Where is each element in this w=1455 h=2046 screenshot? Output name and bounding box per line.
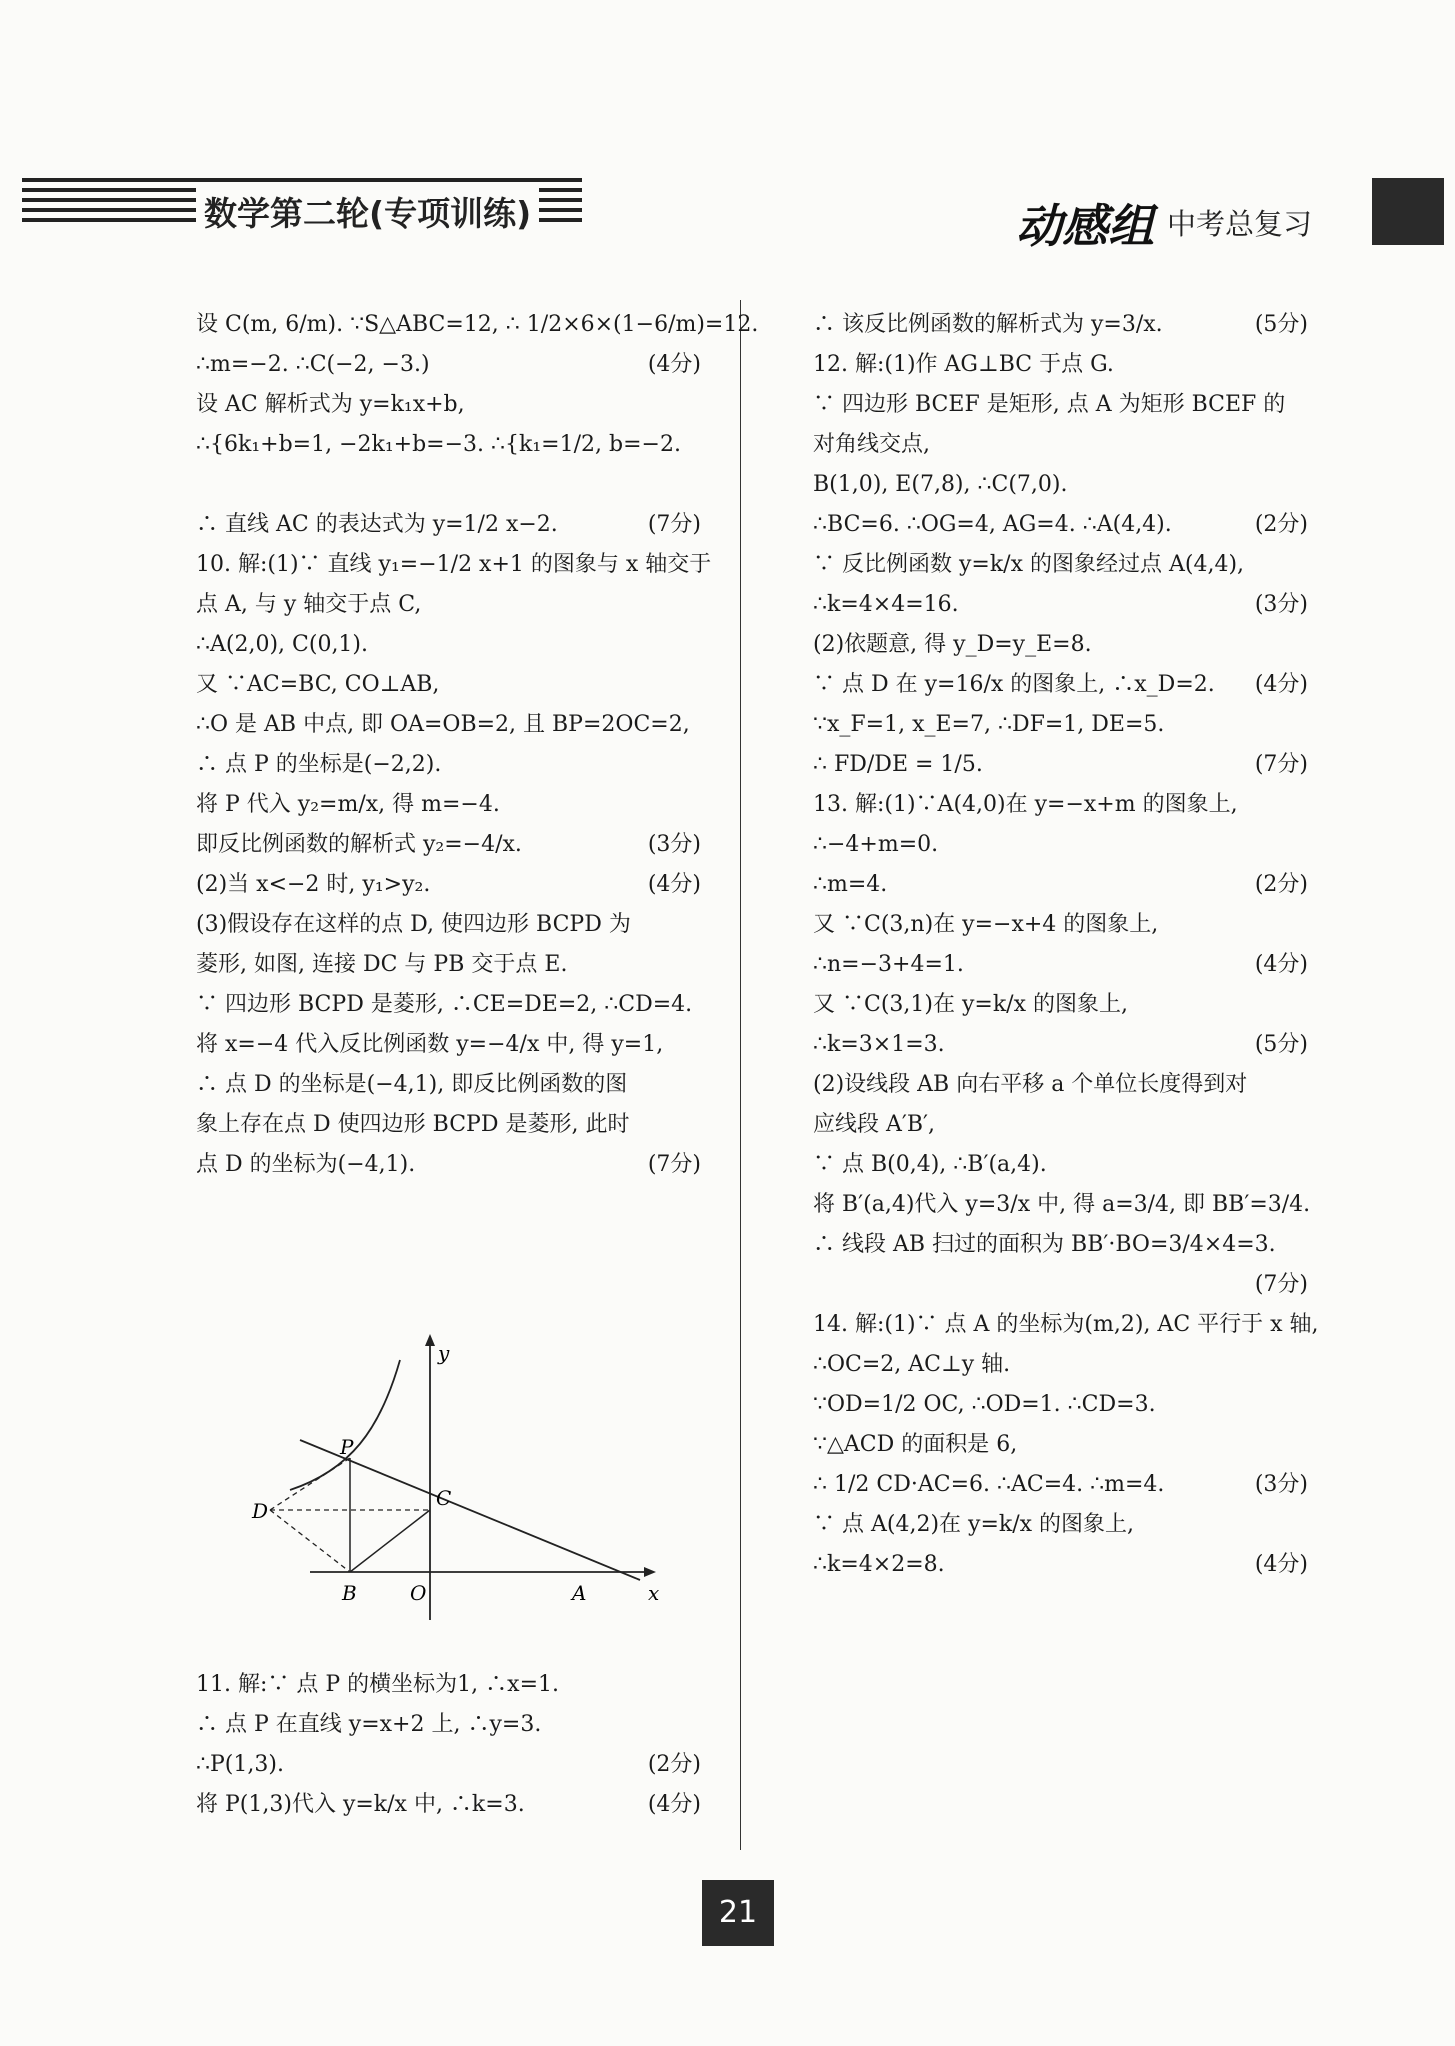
solution-text: ∴n=−3+4=1.: [813, 952, 964, 977]
solution-text: 又 ∵C(3,1)在 y=k/x 的图象上,: [813, 992, 1128, 1017]
solution-line: [196, 505, 701, 545]
solution-text: 10. 解:(1)∵ 直线 y₁=−1/2 x+1 的图象与 x 轴交于: [196, 552, 712, 577]
left-column: [196, 305, 759, 1185]
solution-text: 13. 解:(1)∵A(4,0)在 y=−x+m 的图象上,: [813, 792, 1238, 817]
solution-line: [196, 425, 701, 465]
solution-text: ∴k=4×4=16.: [813, 592, 959, 617]
column-divider: [740, 300, 741, 1850]
solution-line: [813, 945, 1308, 985]
segment-DP: [270, 1458, 350, 1510]
solution-line: [813, 385, 1308, 425]
segment-BC: [350, 1510, 430, 1572]
solution-text: B(1,0), E(7,8), ∴C(7,0).: [813, 472, 1068, 497]
solution-line: [196, 705, 701, 745]
solution-line: [196, 1025, 701, 1065]
solution-line: [196, 305, 759, 345]
label-D: D: [252, 1499, 269, 1523]
solution-line: [813, 825, 1308, 865]
score-label: (7分): [1254, 1272, 1308, 1297]
score-label: (4分): [1254, 672, 1308, 697]
solution-line: [196, 625, 701, 665]
solution-text: 又 ∵C(3,n)在 y=−x+4 的图象上,: [813, 912, 1159, 937]
solution-text: ∵ 四边形 BCEF 是矩形, 点 A 为矩形 BCEF 的: [813, 392, 1286, 417]
score-label: (5分): [1254, 1032, 1308, 1057]
page-number: 21: [702, 1880, 774, 1946]
solution-text: ∴ 点 P 的坐标是(−2,2).: [196, 752, 442, 777]
left-column-lower: [196, 1665, 701, 1825]
solution-line: [813, 665, 1308, 705]
solution-text: ∴A(2,0), C(0,1).: [196, 632, 369, 657]
solution-line: [196, 1665, 701, 1705]
solution-text: (2)设线段 AB 向右平移 a 个单位长度得到对: [813, 1072, 1248, 1097]
score-label: (5分): [1254, 312, 1308, 337]
score-label: (7分): [1254, 752, 1308, 777]
score-label: (2分): [1254, 512, 1308, 537]
solution-line: [813, 1345, 1308, 1385]
solution-line: [813, 1105, 1308, 1145]
solution-line: [813, 1225, 1308, 1265]
solution-text: ∵ 点 D 在 y=16/x 的图象上, ∴x_D=2.: [813, 672, 1215, 697]
solution-line: [813, 1545, 1308, 1585]
segment-DB: [270, 1510, 350, 1572]
solution-text: 即反比例函数的解析式 y₂=−4/x.: [196, 832, 522, 857]
solution-text: 将 P(1,3)代入 y=k/x 中, ∴k=3.: [196, 1792, 525, 1817]
solution-line: [813, 625, 1308, 665]
solution-line: [813, 1185, 1311, 1225]
solution-line: [196, 1785, 701, 1825]
solution-text: 应线段 A′B′,: [813, 1112, 936, 1137]
solution-text: ∵ 点 B(0,4), ∴B′(a,4).: [813, 1152, 1047, 1177]
solution-text: ∴ 线段 AB 扫过的面积为 BB′·BO=3/4×4=3.: [813, 1232, 1276, 1257]
solution-line: [196, 545, 712, 585]
solution-text: ∴ 直线 AC 的表达式为 y=1/2 x−2.: [196, 512, 558, 537]
solution-text: 点 A, 与 y 轴交于点 C,: [196, 592, 422, 617]
solution-text: ∴ 1/2 CD·AC=6. ∴AC=4. ∴m=4.: [813, 1472, 1165, 1497]
solution-line: [196, 865, 701, 905]
solution-text: ∴ FD/DE = 1/5.: [813, 752, 983, 777]
score-label: (4分): [1254, 952, 1308, 977]
x-axis-arrow: [644, 1567, 656, 1577]
solution-line: [196, 665, 701, 705]
solution-text: 14. 解:(1)∵ 点 A 的坐标为(m,2), AC 平行于 x 轴,: [813, 1312, 1319, 1337]
solution-text: 12. 解:(1)作 AG⊥BC 于点 G.: [813, 352, 1114, 377]
solution-text: ∴ 点 D 的坐标是(−4,1), 即反比例函数的图: [196, 1072, 628, 1097]
solution-text: ∴P(1,3).: [196, 1752, 284, 1777]
book-title: 数学第二轮(专项训练): [196, 188, 539, 235]
solution-text: 设 C(m, 6/m). ∵S△ABC=12, ∴ 1/2×6×(1−6/m)=12.: [196, 312, 759, 337]
solution-line: [196, 1145, 701, 1185]
solution-line: [813, 865, 1308, 905]
solution-text: ∴k=3×1=3.: [813, 1032, 945, 1057]
solution-line: [813, 1505, 1308, 1545]
solution-text: 将 B′(a,4)代入 y=3/x 中, 得 a=3/4, 即 BB′=3/4.: [813, 1192, 1311, 1217]
solution-line: [813, 705, 1308, 745]
solution-text: ∴m=4.: [813, 872, 888, 897]
solution-line: [813, 745, 1308, 785]
solution-text: 菱形, 如图, 连接 DC 与 PB 交于点 E.: [196, 952, 568, 977]
score-label: (2分): [647, 1752, 701, 1777]
solution-line: [813, 1145, 1308, 1185]
label-O: O: [410, 1581, 427, 1605]
solution-text: 点 D 的坐标为(−4,1).: [196, 1152, 416, 1177]
score-label: (3分): [1254, 1472, 1308, 1497]
solution-line: [196, 985, 701, 1025]
score-label: (4分): [647, 872, 701, 897]
solution-text: ∴{6k₁+b=1, −2k₁+b=−3. ∴{k₁=1/2, b=−2.: [196, 432, 681, 457]
solution-line: [813, 305, 1308, 345]
solution-line: [813, 1065, 1308, 1105]
solution-line: [813, 1305, 1319, 1345]
right-column: [813, 305, 1319, 1585]
solution-text: ∴BC=6. ∴OG=4, AG=4. ∴A(4,4).: [813, 512, 1172, 537]
solution-line: [196, 745, 701, 785]
score-label: (2分): [1254, 872, 1308, 897]
solution-line: [196, 385, 701, 425]
label-A: A: [572, 1581, 587, 1605]
solution-text: (2)当 x<−2 时, y₁>y₂.: [196, 872, 431, 897]
solution-line: [813, 545, 1308, 585]
solution-line: [813, 985, 1308, 1025]
solution-text: ∵OD=1/2 OC, ∴OD=1. ∴CD=3.: [813, 1392, 1156, 1417]
solution-line: [196, 945, 701, 985]
solution-line: [813, 345, 1308, 385]
solution-text: ∴O 是 AB 中点, 即 OA=OB=2, 且 BP=2OC=2,: [196, 712, 690, 737]
solution-text: ∴m=−2. ∴C(−2, −3.): [196, 352, 430, 377]
solution-line: [813, 785, 1308, 825]
solution-line: [813, 1265, 1308, 1305]
solution-line: [196, 1705, 701, 1745]
label-P: P: [340, 1435, 354, 1459]
solution-line: [196, 345, 701, 385]
score-label: (3分): [647, 832, 701, 857]
solution-line: [196, 905, 701, 945]
solution-text: (2)依题意, 得 y_D=y_E=8.: [813, 632, 1092, 657]
solution-text: 11. 解:∵ 点 P 的横坐标为1, ∴x=1.: [196, 1672, 559, 1697]
label-B: B: [342, 1581, 357, 1605]
score-label: (4分): [1254, 1552, 1308, 1577]
solution-line: [813, 1025, 1308, 1065]
solution-line: [813, 465, 1308, 505]
solution-text: ∵ 四边形 BCPD 是菱形, ∴CE=DE=2, ∴CD=4.: [196, 992, 693, 1017]
solution-text: ∵ 反比例函数 y=k/x 的图象经过点 A(4,4),: [813, 552, 1245, 577]
solution-line: [813, 585, 1308, 625]
solution-line: [196, 825, 701, 865]
score-label: (4分): [647, 1792, 701, 1817]
solution-text: ∵△ACD 的面积是 6,: [813, 1432, 1018, 1457]
solution-text: ∵x_F=1, x_E=7, ∴DF=1, DE=5.: [813, 712, 1165, 737]
y-axis-arrow: [425, 1334, 435, 1346]
solution-text: 将 P 代入 y₂=m/x, 得 m=−4.: [196, 792, 500, 817]
score-label: (3分): [1254, 592, 1308, 617]
brand-logo-text: 动感组: [1016, 199, 1154, 253]
solution-text: ∴−4+m=0.: [813, 832, 939, 857]
score-label: (7分): [647, 512, 701, 537]
solution-line: [196, 1745, 701, 1785]
solution-graph: [250, 1330, 660, 1630]
solution-line: [813, 505, 1308, 545]
solution-line: [813, 1465, 1308, 1505]
solution-line: [196, 465, 701, 505]
solution-line: [813, 905, 1308, 945]
solution-text: ∵ 点 A(4,2)在 y=k/x 的图象上,: [813, 1512, 1135, 1537]
series-title: 中考总复习: [1167, 207, 1313, 241]
solution-line: [196, 585, 701, 625]
solution-line: [196, 785, 701, 825]
solution-text: (3)假设存在这样的点 D, 使四边形 BCPD 为: [196, 912, 631, 937]
solution-text: 象上存在点 D 使四边形 BCPD 是菱形, 此时: [196, 1112, 630, 1137]
solution-line: [813, 1425, 1308, 1465]
label-x: x: [648, 1581, 660, 1605]
label-y: y: [438, 1341, 450, 1365]
header-corner-block: [1372, 178, 1444, 245]
solution-line: [196, 1065, 701, 1105]
solution-text: ∴ 点 P 在直线 y=x+2 上, ∴y=3.: [196, 1712, 542, 1737]
solution-text: ∴k=4×2=8.: [813, 1552, 945, 1577]
label-C: C: [436, 1486, 452, 1510]
score-label: (7分): [647, 1152, 701, 1177]
solution-text: ∴ 该反比例函数的解析式为 y=3/x.: [813, 312, 1163, 337]
solution-line: [813, 1385, 1308, 1425]
solution-text: 又 ∵AC=BC, CO⊥AB,: [196, 672, 440, 697]
solution-line: [813, 425, 1308, 465]
solution-text: ∴OC=2, AC⊥y 轴.: [813, 1352, 1011, 1377]
solution-text: 将 x=−4 代入反比例函数 y=−4/x 中, 得 y=1,: [196, 1032, 664, 1057]
hyperbola-curve: [290, 1360, 400, 1490]
solution-line: [196, 1105, 701, 1145]
solution-text: 设 AC 解析式为 y=k₁x+b,: [196, 392, 465, 417]
score-label: (4分): [647, 352, 701, 377]
solution-text: 对角线交点,: [813, 432, 930, 457]
